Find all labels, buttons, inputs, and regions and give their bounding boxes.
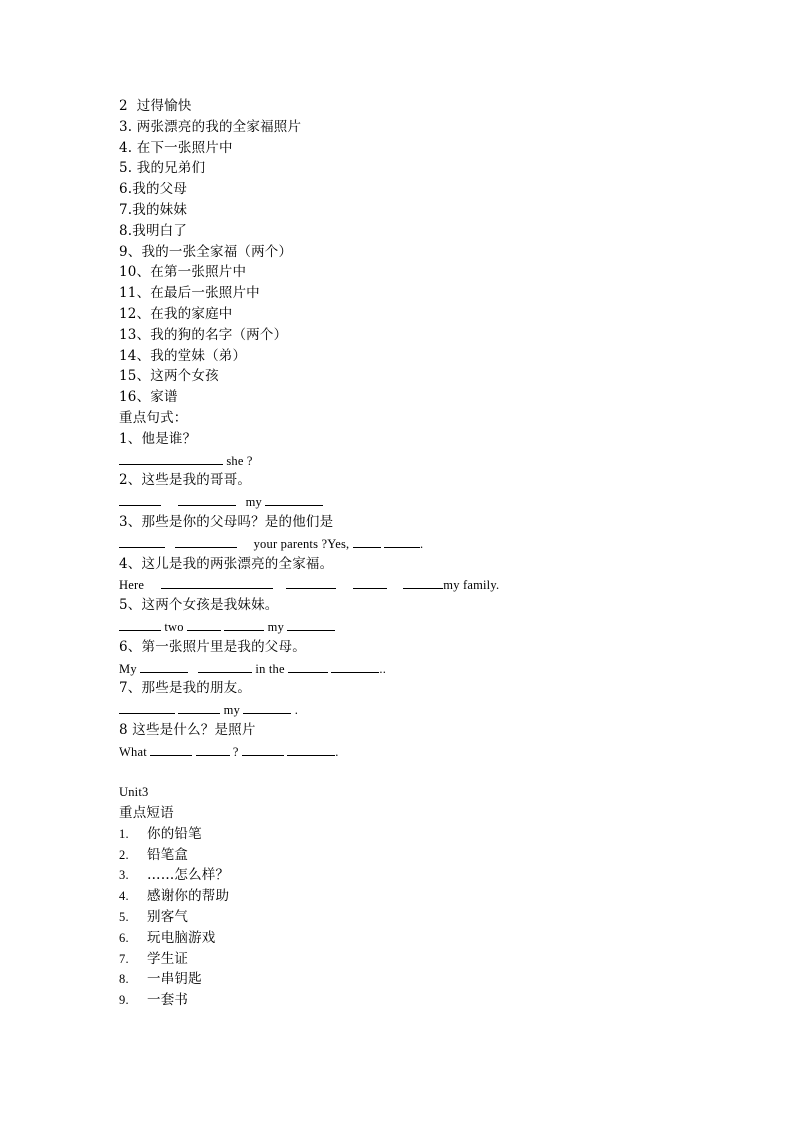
answer-blank[interactable] — [224, 616, 264, 631]
phrase-item: 11、在最后一张照片中 — [119, 285, 260, 302]
worksheet-page — [119, 96, 679, 1011]
list-item — [119, 990, 679, 1011]
sentence-cn: 2、这些是我的哥哥。 — [119, 472, 252, 489]
sentence-cn: 6、第一张照片里是我的父母。 — [119, 638, 306, 655]
item-number: 7. — [119, 951, 129, 966]
answer-blank[interactable] — [243, 699, 291, 714]
list-item — [119, 886, 679, 907]
list-item — [119, 845, 679, 866]
item-text: 铅笔盒 — [147, 846, 189, 863]
sentence-en — [119, 533, 679, 554]
item-number: 9. — [119, 993, 129, 1008]
sentence-word: my family. — [443, 578, 500, 593]
unit-title: Unit3 — [119, 785, 149, 800]
answer-blank[interactable] — [287, 616, 335, 631]
item-number: 6. — [119, 930, 129, 945]
item-number: 3. — [119, 868, 129, 883]
section-heading: 重点短语 — [119, 805, 174, 822]
sentence-cn: 8 这些是什么？是照片 — [119, 721, 256, 738]
item-number: 2. — [119, 847, 129, 862]
answer-blank[interactable] — [384, 533, 420, 548]
item-number: 8. — [119, 972, 129, 987]
item-text: 学生证 — [147, 950, 189, 967]
answer-blank[interactable] — [178, 491, 236, 506]
answer-blank[interactable] — [119, 491, 161, 506]
item-number: 1. — [119, 826, 129, 841]
phrase-item: 16、家谱 — [119, 389, 178, 406]
list-item — [119, 824, 679, 845]
phrase-item: 12、在我的家庭中 — [119, 305, 233, 322]
sentence-word: What — [119, 744, 147, 759]
item-text: 一套书 — [147, 992, 189, 1009]
sentence-en — [119, 616, 679, 637]
item-text: 一串钥匙 — [147, 971, 202, 988]
sentence-cn: 1、他是谁？ — [119, 430, 197, 447]
answer-blank[interactable] — [187, 616, 221, 631]
answer-blank[interactable] — [265, 491, 323, 506]
sentence-en — [119, 574, 679, 595]
answer-blank[interactable] — [198, 658, 252, 673]
list-item — [119, 928, 679, 949]
list-item — [119, 949, 679, 970]
phrase-item: 5. 我的兄弟们 — [119, 160, 206, 177]
phrase-item: 10、在第一张照片中 — [119, 264, 247, 281]
unit3-phrase-list — [119, 824, 679, 1011]
phrase-item: 7.我的妹妹 — [119, 201, 188, 218]
phrase-list — [119, 96, 679, 408]
sentence-cn: 7、那些是我的朋友。 — [119, 680, 252, 697]
phrase-item: 4. 在下一张照片中 — [119, 139, 233, 156]
phrase-item: 14、我的堂妹（弟） — [119, 347, 247, 364]
sentences-heading: 重点句式： — [119, 409, 188, 426]
item-number: 4. — [119, 889, 129, 904]
answer-blank[interactable] — [331, 658, 379, 673]
sentence-word: ? — [232, 744, 239, 759]
sentence-word: my — [245, 495, 262, 510]
list-item — [119, 907, 679, 928]
item-text: 玩电脑游戏 — [147, 929, 216, 946]
answer-blank[interactable] — [119, 616, 161, 631]
sentence-word: she ? — [226, 453, 253, 468]
sentence-word: Here — [119, 578, 145, 593]
answer-blank[interactable] — [119, 533, 165, 548]
item-text: 感谢你的帮助 — [147, 888, 230, 905]
phrase-item: 15、这两个女孩 — [119, 368, 219, 385]
item-number: 5. — [119, 910, 129, 925]
phrase-item: 9、我的一张全家福（两个） — [119, 243, 293, 260]
phrase-item: 8.我明白了 — [119, 222, 188, 239]
answer-blank[interactable] — [353, 533, 381, 548]
list-item — [119, 969, 679, 990]
item-text: 别客气 — [147, 909, 189, 926]
phrase-item: 13、我的狗的名字（两个） — [119, 326, 288, 343]
answer-blank[interactable] — [288, 658, 328, 673]
spacer — [119, 762, 679, 783]
answer-blank[interactable] — [119, 450, 223, 465]
sentence-word: my — [267, 619, 285, 634]
phrase-item: 2 过得愉快 — [119, 98, 192, 114]
sentence-word: .. — [379, 661, 387, 676]
sentence-en — [119, 658, 679, 679]
sentence-en — [119, 450, 679, 471]
sentence-en — [119, 699, 679, 720]
answer-blank[interactable] — [286, 574, 336, 589]
list-item — [119, 865, 679, 886]
sentence-en — [119, 741, 679, 762]
answer-blank[interactable] — [161, 574, 273, 589]
answer-blank[interactable] — [196, 741, 230, 756]
sentence-cn: 3、那些是你的父母吗？是的他们是 — [119, 513, 334, 530]
answer-blank[interactable] — [242, 741, 284, 756]
item-text: 你的铅笔 — [147, 825, 202, 842]
phrase-item: 6.我的父母 — [119, 181, 188, 198]
answer-blank[interactable] — [150, 741, 192, 756]
phrase-item: 3. 两张漂亮的我的全家福照片 — [119, 118, 302, 135]
sentence-word: . — [294, 703, 299, 718]
sentence-cn: 5、这两个女孩是我妹妹。 — [119, 597, 279, 614]
sentence-word: . — [420, 536, 424, 551]
answer-blank[interactable] — [353, 574, 387, 589]
sentence-cn: 4、这儿是我的两张漂亮的全家福。 — [119, 555, 334, 572]
answer-blank[interactable] — [178, 699, 220, 714]
answer-blank[interactable] — [403, 574, 443, 589]
item-text: ……怎么样？ — [147, 867, 230, 884]
answer-blank[interactable] — [119, 699, 175, 714]
sentence-en — [119, 491, 679, 512]
answer-blank[interactable] — [175, 533, 237, 548]
sentence-word: my — [223, 703, 241, 718]
answer-blank[interactable] — [140, 658, 188, 673]
answer-blank[interactable] — [287, 741, 335, 756]
sentence-word: My — [119, 661, 137, 676]
sentence-word: . — [335, 744, 339, 759]
sentence-word: your parents ?Yes, — [253, 536, 350, 551]
sentence-word: in the — [255, 661, 285, 676]
sentence-word: two — [164, 619, 184, 634]
